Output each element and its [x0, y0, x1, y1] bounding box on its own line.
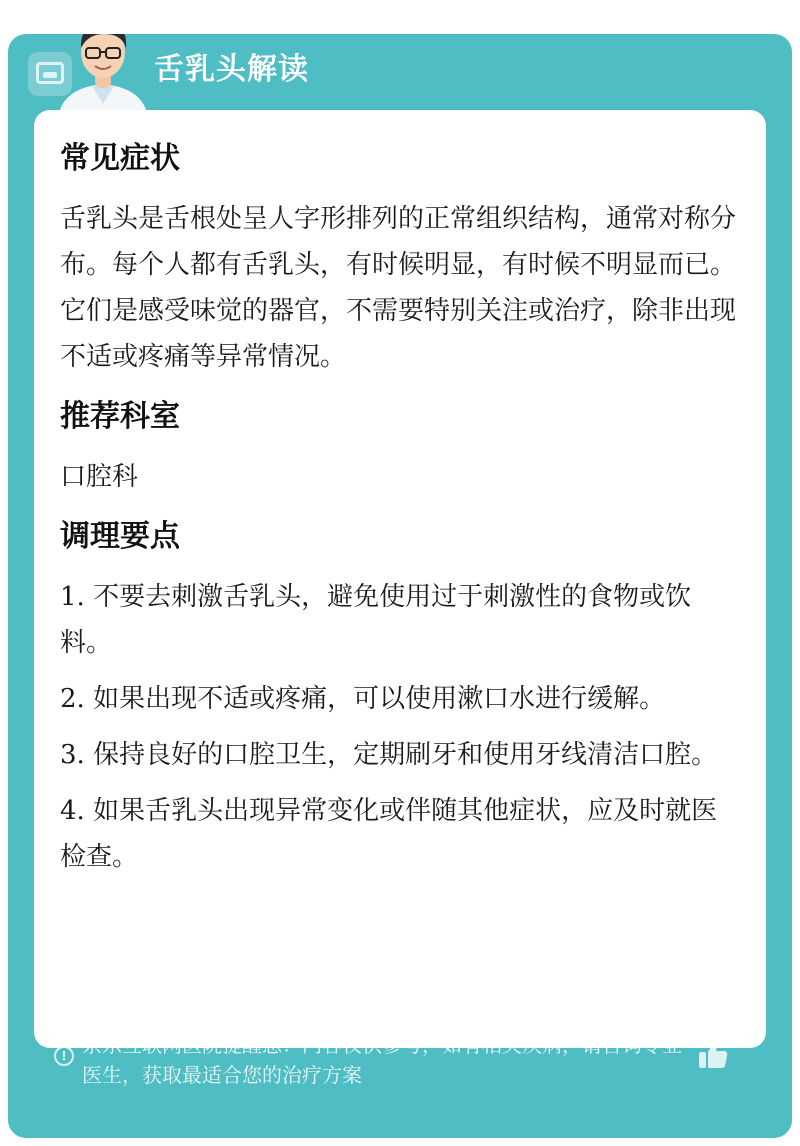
thumbs-up-icon[interactable] — [696, 1038, 730, 1072]
care-item-number: 1. — [60, 582, 85, 612]
care-item-number: 2. — [60, 684, 85, 714]
info-icon: ! — [54, 1046, 74, 1066]
care-item — [60, 788, 740, 880]
result-panel — [8, 34, 792, 1138]
symptoms-heading: 常见症状 — [60, 141, 180, 176]
care-item-text: 保持良好的口腔卫生，定期刷牙和使用牙线清洁口腔。 — [84, 740, 718, 770]
doctor-avatar — [48, 34, 158, 118]
department-text: 口腔科 — [60, 462, 139, 492]
care-item-number: 4. — [60, 796, 85, 826]
care-item — [60, 732, 740, 778]
care-item-text: 如果舌乳头出现异常变化或伴随其他症状，应及时就医检查。 — [60, 796, 718, 872]
care-heading: 调理要点 — [60, 519, 180, 554]
department-heading: 推荐科室 — [60, 399, 180, 434]
disclaimer-text: 京东互联网医院提醒您：内容仅供参考，如有相关疾病，请咨询专业医生，获取最适合您的治疗方案 — [82, 1033, 682, 1087]
care-item-text: 如果出现不适或疼痛，可以使用漱口水进行缓解。 — [84, 684, 666, 714]
care-item-number: 3. — [60, 740, 85, 770]
care-item — [60, 676, 740, 722]
care-item — [60, 574, 740, 666]
content-card — [34, 110, 766, 1048]
page-title: 舌乳头解读 — [154, 52, 309, 87]
symptoms-text: 舌乳头是舌根处呈人字形排列的正常组织结构，通常对称分布。每个人都有舌乳头，有时候明显，有时候不明显而已。它们是感受味觉的器官，不需要特别关注或治疗，除非出现不适或疼痛等异常情况。 — [60, 204, 737, 372]
care-item-text: 不要去刺激舌乳头，避免使用过于刺激性的食物或饮料。 — [60, 582, 692, 658]
